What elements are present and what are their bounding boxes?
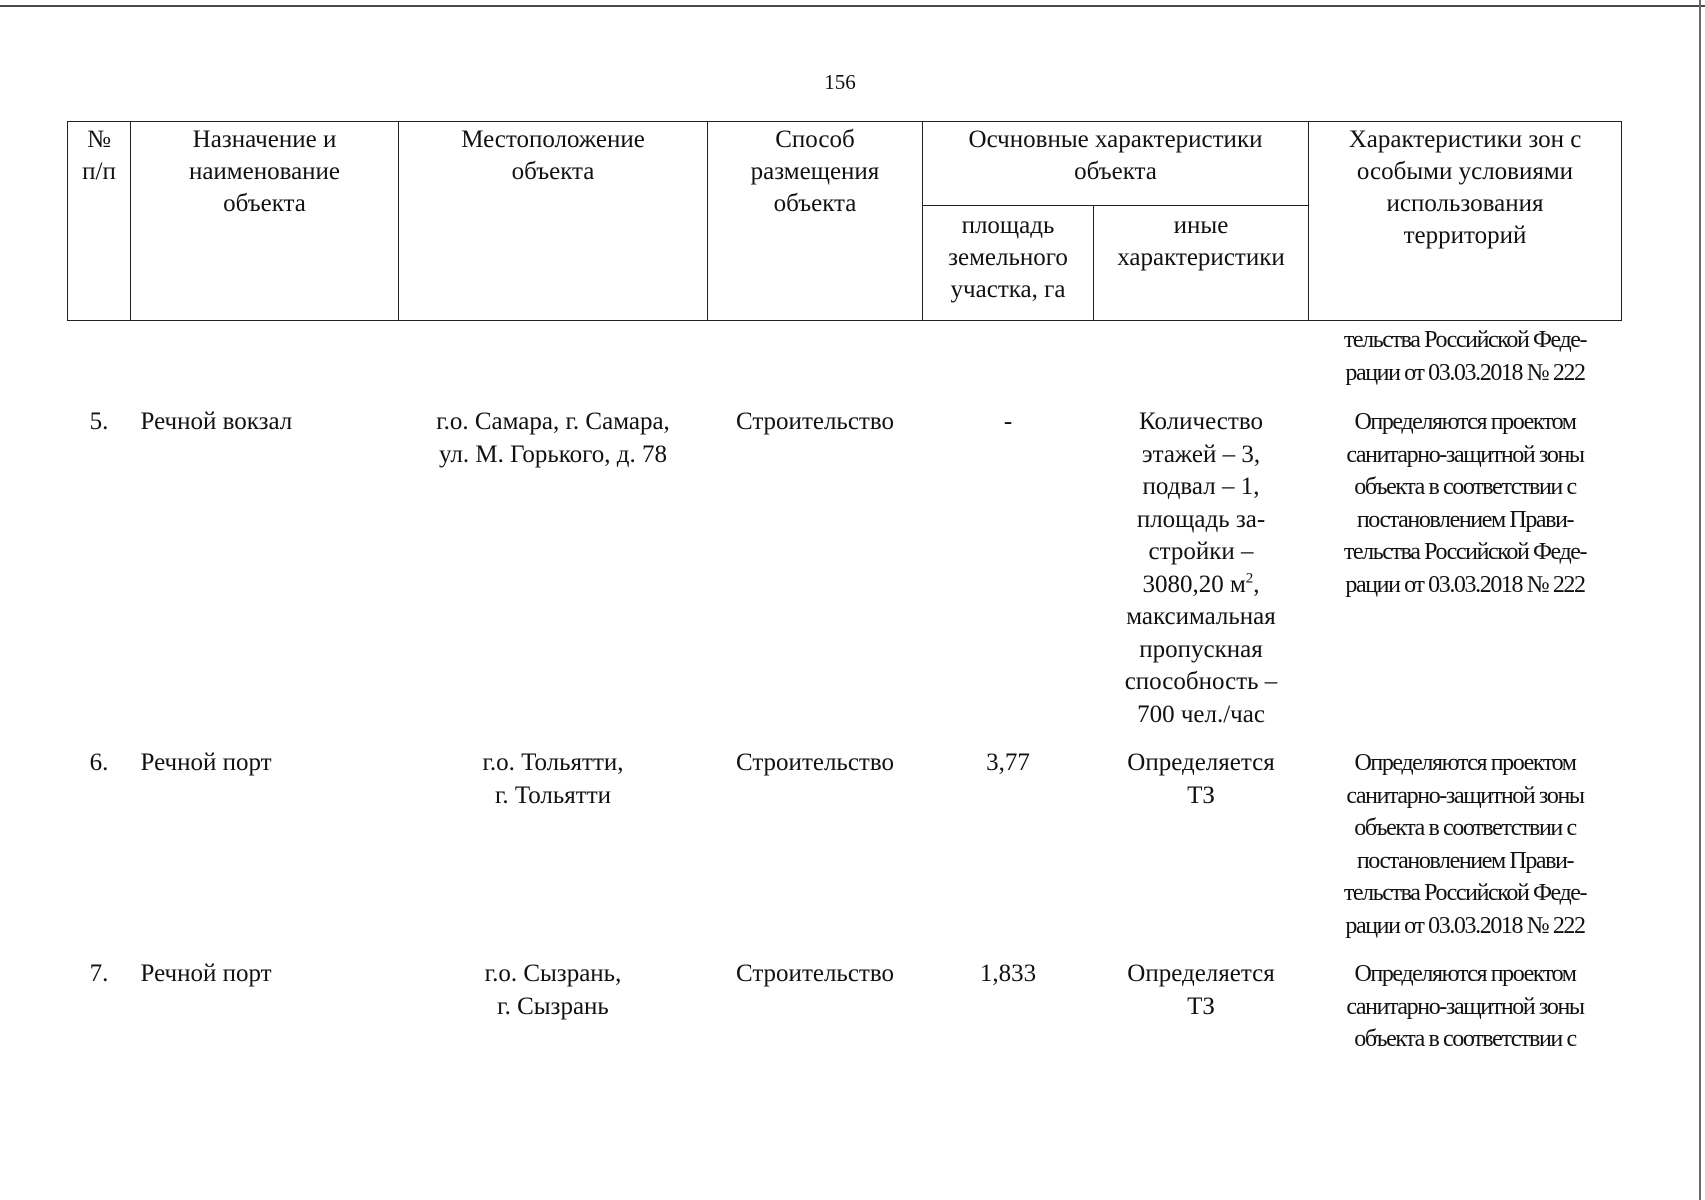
built-area-line — [1098, 569, 1305, 602]
other-characteristics — [1094, 958, 1309, 1072]
header-zones-line: территорий — [1403, 222, 1527, 249]
land-area: - — [1003, 408, 1013, 435]
table-row-continuation — [68, 321, 1622, 407]
header-other-line: иные — [1173, 212, 1229, 239]
location-line: г.о. Тольятти, — [482, 749, 624, 776]
row-number: 5. — [89, 408, 109, 435]
header-main-line: объекта — [1074, 158, 1157, 185]
location-line: ул. М. Горького, д. 78 — [439, 440, 667, 468]
header-other-characteristics — [1094, 206, 1309, 321]
other-characteristics — [1094, 406, 1309, 747]
square-unit-superscript: 2 — [1245, 570, 1254, 587]
header-name-line: объекта — [223, 190, 306, 217]
zones-line: рации от 03.03.2018 № 222 — [1345, 359, 1585, 386]
objects-table — [67, 121, 1621, 1072]
other-line: стройки – — [1148, 538, 1254, 565]
other-line: Определяется — [1127, 749, 1275, 776]
built-area-value: 3080,20 м — [1142, 570, 1246, 598]
object-location — [399, 406, 708, 747]
header-main-characteristics — [923, 122, 1309, 206]
other-line: способность – — [1124, 668, 1278, 695]
other-line: максимальная — [1126, 603, 1276, 630]
object-name: Речной вокзал — [140, 408, 293, 435]
header-number-line: п/п — [82, 158, 116, 185]
zones-cell — [1309, 747, 1622, 958]
other-line: 700 чел./час — [1137, 700, 1265, 728]
header-method-line: размещения — [750, 158, 880, 185]
header-land-area — [923, 206, 1094, 321]
other-line: этажей – 3, — [1141, 440, 1261, 468]
header-method-line: объекта — [773, 190, 857, 217]
other-line: Определяется — [1127, 960, 1275, 987]
zones-line: тельства Российской Феде- — [1343, 880, 1587, 906]
header-number-line: № — [87, 126, 111, 153]
header-zone-characteristics — [1309, 122, 1622, 321]
zones-line: Определяются проектом — [1354, 750, 1576, 776]
header-method-line: Способ — [775, 126, 855, 153]
location-line: г. Тольятти — [494, 781, 612, 809]
zones-line: постановлением Прави- — [1356, 847, 1574, 874]
table-row — [68, 958, 1622, 1072]
zones-line: тельства Российской Феде- — [1343, 539, 1587, 565]
header-location-line: Местоположение — [461, 126, 645, 153]
zones-line: рации от 03.03.2018 № 222 — [1345, 571, 1585, 598]
header-placement-method — [708, 122, 923, 321]
header-main-line: Осчновные характеристики — [968, 126, 1263, 153]
other-line: площадь за- — [1136, 505, 1266, 533]
header-area-line: земельного — [948, 244, 1068, 271]
zones-line: санитарно-защитной зоны — [1346, 993, 1584, 1020]
header-area-line: участка, га — [950, 276, 1066, 303]
other-line: подвал – 1, — [1142, 473, 1260, 500]
page-number: 156 — [824, 70, 856, 94]
location-line: г.о. Сызрань, — [484, 960, 622, 987]
placement-method: Строительство — [735, 408, 894, 435]
zones-line: рации от 03.03.2018 № 222 — [1345, 912, 1585, 939]
header-other-line: характеристики — [1117, 244, 1285, 271]
object-name: Речной порт — [140, 960, 272, 987]
built-area-comma: , — [1253, 570, 1260, 598]
object-name: Речной порт — [140, 749, 272, 776]
other-line: ТЗ — [1187, 992, 1215, 1020]
zones-cell — [1309, 958, 1622, 1072]
header-location — [399, 122, 708, 321]
other-line: ТЗ — [1187, 781, 1215, 809]
zones-line: санитарно-защитной зоны — [1346, 441, 1584, 468]
header-zones-line: особыми условиями — [1356, 158, 1574, 185]
table-row — [68, 406, 1622, 747]
header-zones-line: использования — [1386, 190, 1544, 217]
zones-line: тельства Российской Феде- — [1343, 327, 1587, 353]
zones-line: объекта в соответствии с — [1354, 474, 1576, 500]
header-zones-line: Характеристики зон с — [1348, 126, 1582, 153]
zones-line: постановлением Прави- — [1356, 506, 1574, 533]
placement-method: Строительство — [735, 749, 894, 776]
other-line: Количество — [1139, 408, 1263, 435]
other-characteristics — [1094, 747, 1309, 958]
header-name-line: наименование — [188, 158, 341, 185]
other-line: пропускная — [1139, 635, 1263, 663]
zones-line: санитарно-защитной зоны — [1346, 782, 1584, 809]
header-number — [68, 122, 131, 321]
row-number: 7. — [89, 960, 109, 987]
page-right-border — [1699, 0, 1701, 1200]
table-row — [68, 747, 1622, 958]
location-line: г.о. Самара, г. Самара, — [436, 408, 670, 435]
land-area: 1,833 — [979, 960, 1037, 987]
zones-line: Определяются проектом — [1354, 409, 1576, 435]
page-top-border — [0, 5, 1705, 7]
location-line: г. Сызрань — [497, 992, 609, 1020]
land-area: 3,77 — [986, 749, 1030, 776]
object-location — [399, 747, 708, 958]
zones-cell — [1309, 321, 1622, 407]
header-name-line: Назначение и — [192, 126, 337, 153]
object-location — [399, 958, 708, 1072]
header-area-line: площадь — [961, 212, 1055, 239]
zones-line: объекта в соответствии с — [1354, 815, 1576, 841]
row-number: 6. — [89, 749, 109, 776]
zones-cell — [1309, 406, 1622, 747]
placement-method: Строительство — [735, 960, 894, 987]
header-location-line: объекта — [511, 158, 595, 185]
zones-line: Определяются проектом — [1354, 961, 1576, 987]
zones-line: объекта в соответствии с — [1354, 1026, 1576, 1052]
header-object-name — [131, 122, 399, 321]
